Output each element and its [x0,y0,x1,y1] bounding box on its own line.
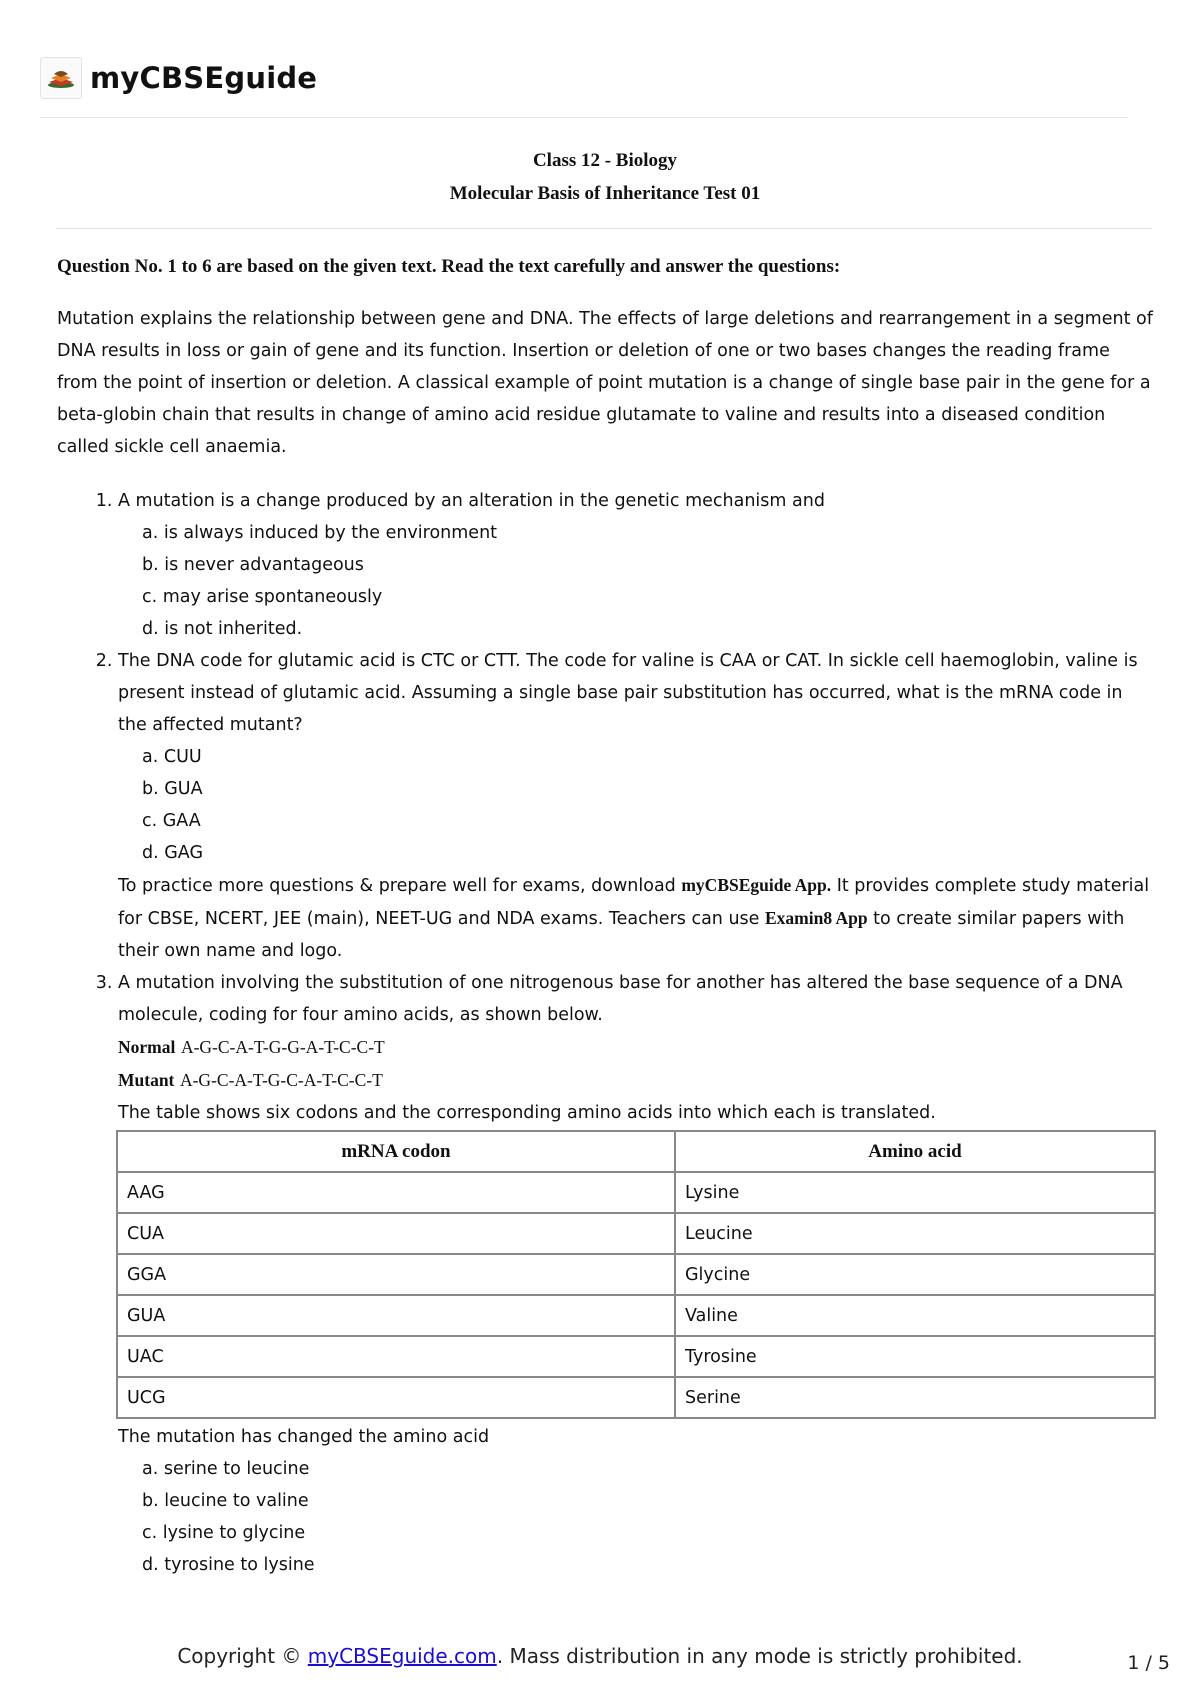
normal-seq: A-G-C-A-T-G-G-A-T-C-C-T [180,1037,385,1057]
table-cell: UAC [117,1336,675,1377]
test-name: Molecular Basis of Inheritance Test 01 [449,183,761,204]
table-row [117,1254,1155,1295]
table-cell: UCG [117,1377,675,1418]
table-cell: Lysine [675,1172,1155,1213]
site-link[interactable]: myCBSEguide.com [307,1644,497,1668]
option: b. is never advantageous [142,555,364,575]
table-header-row [117,1131,1155,1172]
option: a. is always induced by the environment [142,523,498,543]
passage: Mutation explains the relationship between gene and DNA. The effects of large deletions and rearrangement in a segment of DNA results in loss or gain of gene and its function. Insertion or deletion of one or two bases changes the reading frame from the point of insertion or deletion. A classical example of point mutation is a change of single base pair in the gene for a beta-globin chain that results in change of amino acid residue glutamate to valine and results into a diseased condition called sickle cell anaemia. [57,309,1153,457]
table-row [117,1213,1155,1254]
table-intro: The table shows six codons and the corresponding amino acids into which each is translated. [118,1103,936,1123]
option: c. may arise spontaneously [142,587,383,607]
table-cell: Serine [675,1377,1155,1418]
promo-part: to create similar papers with their own name and logo. [118,909,1125,961]
option: b. GUA [142,779,203,799]
table-row [117,1377,1155,1418]
question-tail: The mutation has changed the amino acid [118,1427,490,1447]
column-header: Amino acid [675,1131,1155,1172]
title-divider [56,228,1152,229]
option: c. GAA [142,811,201,831]
promo-text [118,869,1153,967]
page-number: 1 / 5 [1127,1652,1170,1674]
normal-label: Normal [118,1037,176,1057]
header [40,54,317,102]
book-logo-icon[interactable] [40,57,82,99]
mutant-sequence [118,1064,1153,1097]
brand-name[interactable]: myCBSEguide [90,61,318,95]
question-text: A mutation involving the substitution of one nitrogenous base for another has altered the base sequence of a DNA molecule, coding for four amino acids, as shown below. [118,973,1123,1025]
table-cell: Leucine [675,1213,1155,1254]
column-header: mRNA codon [117,1131,675,1172]
promo-part: It provides complete study material for CBSE, NCERT, JEE (main), NEET-UG and NDA exams. Teachers can use [118,876,1150,929]
question-content [57,251,1153,1581]
option: a. CUU [142,747,202,767]
question-1 [118,485,1153,645]
table-row [117,1336,1155,1377]
option: d. GAG [142,843,204,863]
question-text: A mutation is a change produced by an alteration in the genetic mechanism and [118,491,825,511]
options [118,517,1153,645]
option: a. serine to leucine [142,1459,310,1479]
options [118,1453,1153,1581]
copyright-prefix: Copyright © [177,1644,308,1668]
header-divider [40,117,1128,118]
copyright-suffix: . Mass distribution in any mode is strictly prohibited. [496,1644,1023,1668]
question-2 [118,645,1153,967]
option: d. is not inherited. [142,619,303,639]
test-title [0,144,1200,210]
mutant-seq: A-G-C-A-T-G-C-A-T-C-C-T [179,1070,383,1090]
class-title: Class 12 - Biology [532,150,678,171]
table-row [117,1295,1155,1336]
footer [0,1644,1200,1668]
instruction: Question No. 1 to 6 are based on the given text. Read the text carefully and answer the questions: [57,256,841,277]
table-cell: Tyrosine [675,1336,1155,1377]
options [118,741,1153,869]
examin8-name: Examin8 App [765,908,868,928]
option: c. lysine to glycine [142,1523,306,1543]
question-text: The DNA code for glutamic acid is CTC or CTT. The code for valine is CAA or CAT. In sickle cell haemoglobin, valine is present instead of glutamic acid. Assuming a single base pair substitution has occurred, what is the mRNA code in the affected mutant? [118,651,1138,735]
option: d. tyrosine to lysine [142,1555,315,1575]
option: b. leucine to valine [142,1491,309,1511]
question-list [57,485,1153,1581]
table-cell: GGA [117,1254,675,1295]
table-cell: Glycine [675,1254,1155,1295]
question-3 [118,967,1153,1581]
table-cell: AAG [117,1172,675,1213]
table-cell: CUA [117,1213,675,1254]
codon-table [116,1130,1156,1419]
table-cell: Valine [675,1295,1155,1336]
table-row [117,1172,1155,1213]
promo-part: To practice more questions & prepare well for exams, download [118,876,682,896]
app-name: myCBSEguide App. [681,875,832,895]
mutant-label: Mutant [118,1070,175,1090]
normal-sequence [118,1031,1153,1064]
table-cell: GUA [117,1295,675,1336]
